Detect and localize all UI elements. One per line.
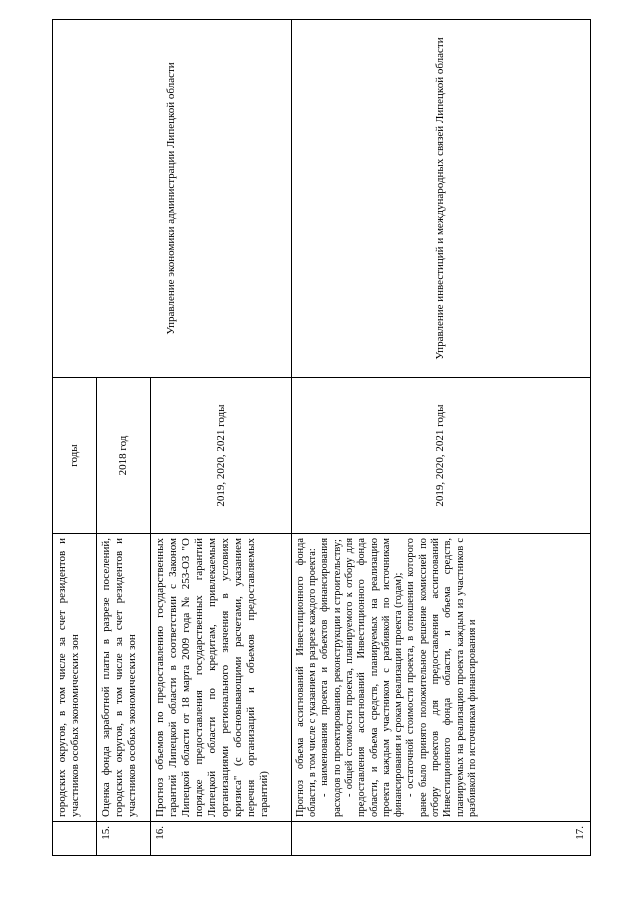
row-description: городских округов, в том числе за счет резидентов и участников особых экономических зон — [53, 534, 97, 822]
paragraph: - остаточной стоимости проекта, в отношении которого ранее было принято положительное решение комиссией по отбору проектов для предоставления ассигнований Инвестиционного фонда области, и объема средств, планируемых на реализацию проекта каждым из участников с разбивкой по источникам финансирования и — [405, 538, 478, 817]
row-description: Прогноз объемов по предоставлению государственных гарантий Липецкой области в соответствии с Законом Липецкой области от 18 марта 2009 года № 253-ОЗ "О порядке предоставления государственных гарантий Липецкой области по кредитам, привлекаемым организациями регионального значения в условиях кризиса" (с обосновывающими расчетами, указанием перечня организаций и объемов предоставляемых гарантий) — [151, 534, 291, 822]
row-responsible: Управление экономики администрации Липецкой области — [53, 20, 292, 378]
paragraph: - общей стоимости проекта, планируемого к отбору для предоставления ассигнований Инвестиционного фонда области, и объема средств, планируемых на реализацию проекта каждым участником с разбивкой по источникам финансирования и срокам реализации проекта (годам); — [343, 538, 405, 817]
row-description: Оценка фонда заработной платы в разрезе поселений, городских округов, в том числе за счет резидентов и участников особых экономических зон — [97, 534, 151, 822]
row-number: 15. — [97, 822, 151, 856]
rotated-page — [52, 37, 591, 856]
row-term: 2019, 2020, 2021 годы — [291, 378, 590, 534]
row-term: 2018 год — [97, 378, 151, 534]
table-row — [291, 20, 590, 856]
row-responsible: Управление инвестиций и международных связей Липецкой области — [291, 20, 590, 378]
row-number: 17. — [291, 822, 590, 856]
table-row — [53, 20, 97, 856]
row-number — [53, 822, 97, 856]
row-term: 2019, 2020, 2021 годы — [151, 378, 291, 534]
row-number: 16. — [151, 822, 291, 856]
plan-table — [52, 19, 591, 856]
row-term: годы — [53, 378, 97, 534]
row-description — [291, 534, 590, 822]
paragraph: Прогноз объема ассигнований Инвестиционного фонда области, в том числе с указанием в разрезе каждого проекта: — [294, 538, 319, 817]
paragraph: - наименования проекта и объектов финансирования расходов по проектированию, реконструкции и строительству; — [319, 538, 343, 817]
